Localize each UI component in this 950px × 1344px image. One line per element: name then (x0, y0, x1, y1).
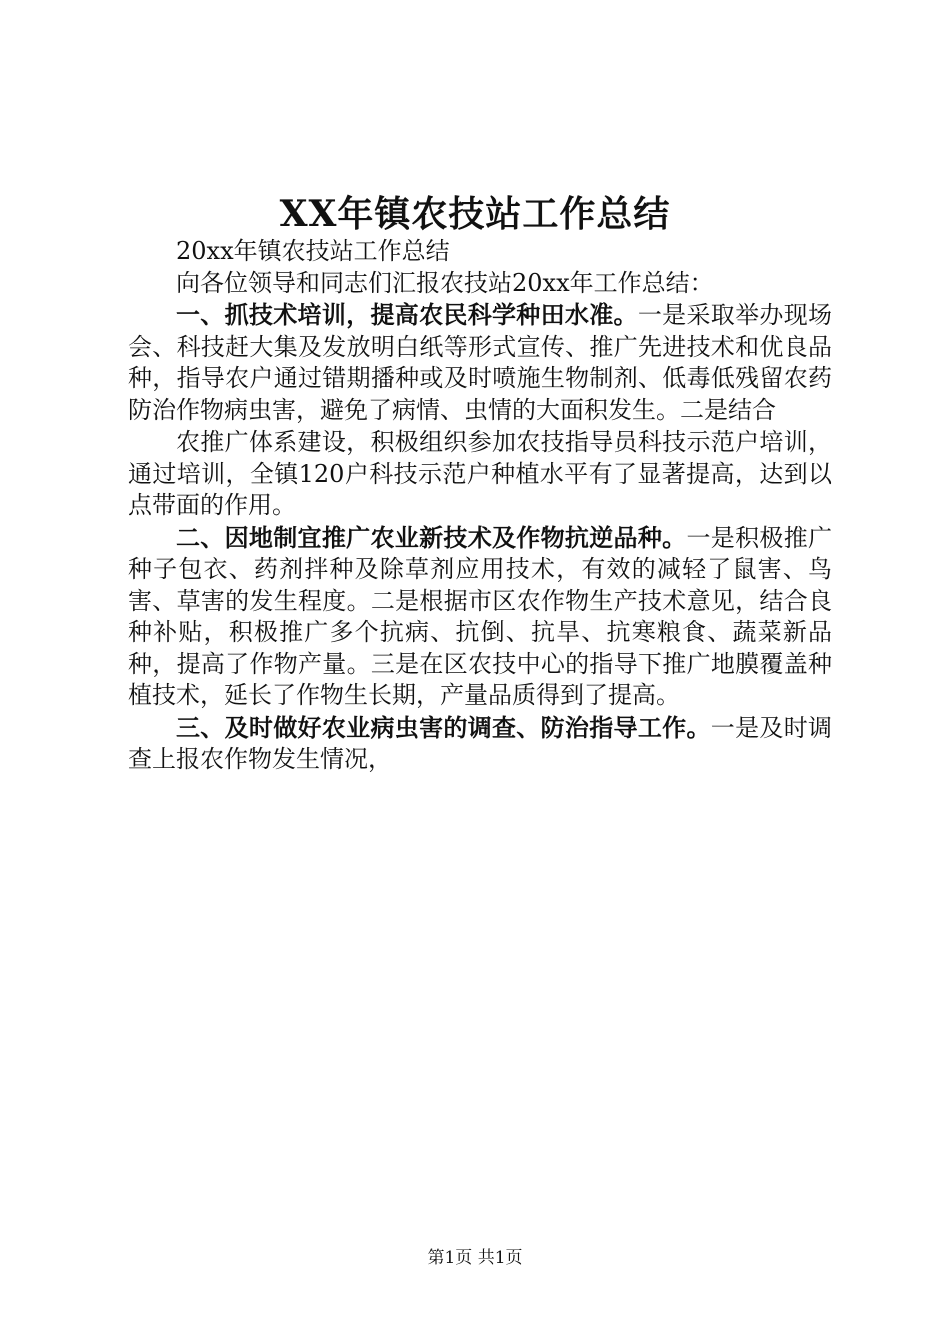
section-heading: 三、及时做好农业病虫害的调查、防治指导工作。 (176, 712, 711, 742)
section-text: 农推广体系建设，积极组织参加农技指导员科技示范户培训，通过培训，全镇120户科技示范户种植水平有了显著提高，达到以点带面的作用。 (128, 428, 832, 519)
section-text: 一是采取举办现场会、科技赶大集及发放明白纸等形式宣传、推广先进技术和优良品种，指导农户通过错期播种或及时喷施生物制剂、低毒低残留农药防治作物病虫害，避免了病情、虫情的大面积发生。二是结合 (128, 301, 833, 424)
section-paragraph (128, 712, 832, 776)
document-title: XX年镇农技站工作总结 (279, 193, 671, 235)
section-paragraph (128, 522, 832, 712)
intro-paragraph: 向各位领导和同志们汇报农技站20xx年工作总结： (176, 268, 714, 297)
page-footer: 第1页 共1页 (427, 1248, 523, 1268)
section-paragraph (128, 299, 832, 426)
document-body (128, 236, 832, 776)
section-heading: 一、抓技术培训，提高农民科学种田水准。 (176, 300, 638, 329)
section-heading: 二、因地制宜推广农业新技术及作物抗逆品种。 (176, 522, 687, 552)
subtitle-line: 20xx年镇农技站工作总结 (176, 237, 450, 265)
section-text: 一是及时调查上报农作物发生情况， (128, 713, 833, 773)
section-text: 一是积极推广种子包衣、药剂拌种及除草剂应用技术，有效的减轻了鼠害、鸟害、草害的发生程度。二是根据市区农作物生产技术意见，结合良种补贴，积极推广多个抗病、抗倒、抗旱、抗寒粮食、蔬菜新品种，提高了作物产量。三是在区农技中心的指导下推广地膜覆盖种植技术，延长了作物生长期，产量品质得到了提高。 (128, 523, 833, 709)
section-paragraph (128, 426, 832, 522)
